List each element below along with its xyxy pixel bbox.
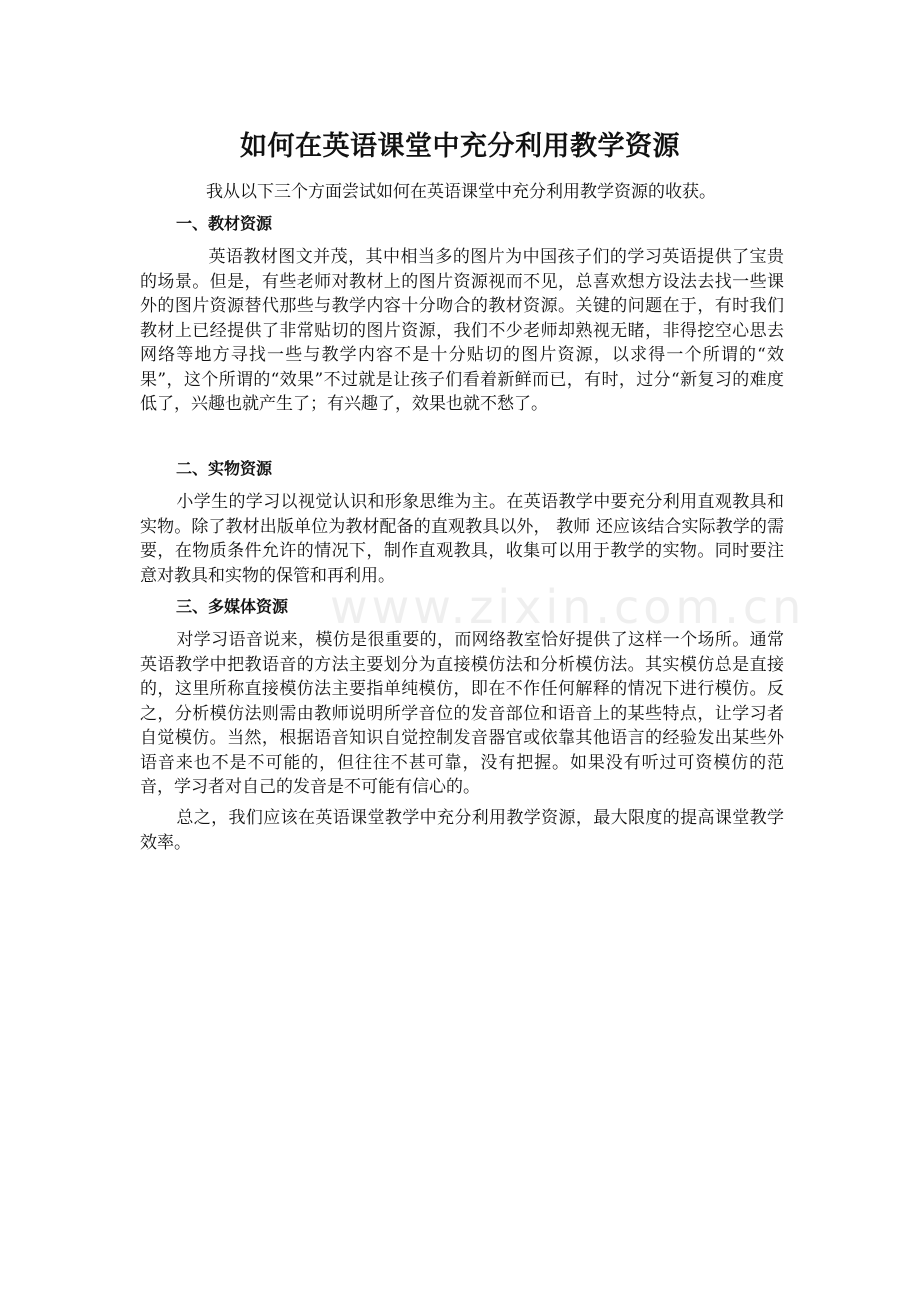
- section-body-objects: [140, 490, 784, 588]
- lead-sentence: 我从以下三个方面尝试如何在英语课堂中充分利用教学资源的收获。: [206, 182, 716, 202]
- section-body-multimedia: [140, 628, 784, 800]
- section-heading-textbook: 一、教材资源: [176, 214, 273, 233]
- document-title: 如何在英语课堂中充分利用教学资源: [240, 131, 680, 162]
- section-body-objects-text: 小学生的学习以视觉认识和形象思维为主。在英语教学中要充分利用直观教具和实物。除了教材出版单位为教材配备的直观教具以外， 教师 还应该结合实际教学的需要，在物质条件允许的情况下，制作直观教具，收集可以用于教学的实物。同时要注意对教具和实物的保管和再利用。: [140, 492, 784, 586]
- section-body-multimedia-text: 对学习语音说来，模仿是很重要的，而网络教室恰好提供了这样一个场所。通常英语教学中把教语音的方法主要划分为直接模仿法和分析模仿法。其实模仿总是直接的，这里所称直接模仿法主要指单纯模仿，即在不作任何解释的情况下进行模仿。反之，分析模仿法则需由教师说明所学音位的发音部位和语音上的某些特点，让学习者自觉模仿。当然，根据语音知识自觉控制发音器官或依靠其他语言的经验发出某些外语音来也不是不可能的，但往往不甚可靠，没有把握。如果没有听过可资模仿的范音，学习者对自己的发音是不可能有信心的。: [140, 630, 784, 797]
- section-heading-multimedia: 三、多媒体资源: [176, 597, 289, 616]
- section-body-textbook: [140, 245, 784, 417]
- conclusion-text: 总之，我们应该在英语课堂教学中充分利用教学资源，最大限度的提高课堂教学效率。: [140, 808, 784, 853]
- conclusion-paragraph: [140, 806, 784, 855]
- section-heading-objects: 二、实物资源: [176, 459, 273, 478]
- watermark: www.zixin.com.cn: [330, 580, 806, 634]
- section-body-textbook-text: 英语教材图文并茂，其中相当多的图片为中国孩子们的学习英语提供了宝贵的场景。但是，有些老师对教材上的图片资源视而不见，总喜欢想方设法去找一些课外的图片资源替代那些与教学内容十分吻合的教材资源。关键的问题在于，有时我们教材上已经提供了非常贴切的图片资源，我们不少老师却熟视无睹，非得挖空心思去网络等地方寻找一些与教学内容不是十分贴切的图片资源，以求得一个所谓的“效果”，这个所谓的“效果”不过就是让孩子们看着新鲜而已，有时，过分“新复习的难度低了，兴趣也就产生了；有兴趣了，效果也就不愁了。: [140, 247, 784, 414]
